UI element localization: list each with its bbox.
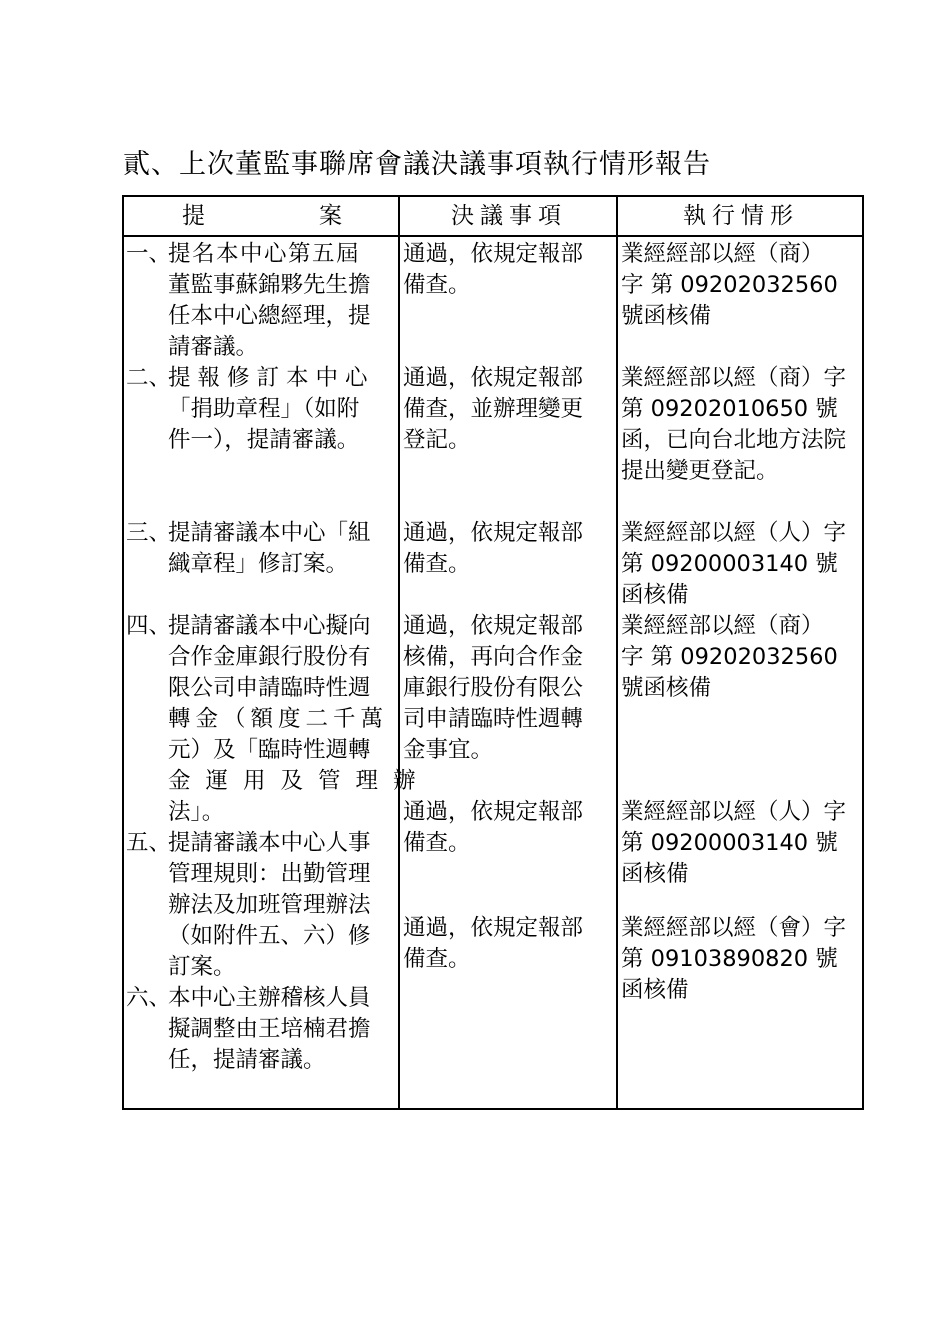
proposal-line: 任，提請審議。: [168, 1047, 326, 1073]
proposal-number: 四、: [126, 613, 172, 639]
resolution-line: 備查。: [403, 830, 471, 856]
proposal-line: 件一），提請審議。: [168, 427, 360, 453]
resolution-item: [403, 797, 617, 859]
proposal-line: 辦法及加班管理辦法: [168, 892, 371, 918]
document-title: 貳、上次董監事聯席會議決議事項執行情形報告: [123, 149, 711, 180]
proposal-line: 擬調整由王培楠君擔: [168, 1016, 371, 1042]
proposal-item: [126, 611, 431, 828]
execution-line: 業經經部以經（商）: [621, 241, 824, 267]
proposal-line: 任本中心總經理，提: [168, 303, 371, 329]
proposal-line: 轉金（額度二千萬: [168, 706, 389, 732]
execution-line: 第 09103890820 號: [621, 946, 838, 972]
execution-line: 號函核備: [621, 675, 712, 701]
proposal-item: [126, 239, 398, 363]
proposal-number: 三、: [126, 520, 172, 546]
proposal-line: 請審議。: [168, 334, 259, 360]
execution-line: 提出變更登記。: [621, 458, 779, 484]
proposal-line: 管理規則：出勤管理: [168, 861, 371, 887]
execution-item: [621, 611, 863, 704]
execution-line: 第 09202010650 號: [621, 396, 838, 422]
proposal-number: 六、: [126, 985, 172, 1011]
resolution-line: 通過，依規定報部: [403, 613, 584, 639]
execution-line: 業經經部以經（會）字: [621, 915, 847, 941]
execution-line: 字 第 09202032560: [621, 644, 838, 670]
proposal-item: [126, 983, 398, 1076]
header-proposal-char-2: 案: [319, 203, 342, 229]
proposal-line: 合作金庫銀行股份有: [168, 644, 371, 670]
proposal-line: 提名本中心第五屆: [168, 241, 361, 267]
resolution-line: 通過，依規定報部: [403, 799, 584, 825]
execution-line: 業經經部以經（商）字: [621, 365, 847, 391]
execution-item: [621, 913, 863, 1006]
proposal-number: 一、: [126, 241, 172, 267]
proposal-line: 提請審議本中心人事: [168, 830, 371, 856]
execution-item: [621, 239, 863, 332]
proposal-number: 五、: [126, 830, 172, 856]
resolution-line: 備查。: [403, 946, 471, 972]
proposal-line: 提請審議本中心「組: [168, 520, 371, 546]
execution-line: 函核備: [621, 977, 689, 1003]
execution-item: [621, 363, 863, 487]
proposal-item: [126, 363, 398, 456]
proposal-line: 元）及「臨時性週轉: [168, 737, 371, 763]
proposal-line: 法」。: [168, 799, 225, 825]
proposal-line: 織章程」修訂案。: [168, 551, 349, 577]
resolution-line: 通過，依規定報部: [403, 915, 584, 941]
header-divider: [124, 235, 862, 237]
resolution-line: 備查。: [403, 551, 471, 577]
execution-line: 號函核備: [621, 303, 712, 329]
execution-line: 第 09200003140 號: [621, 830, 838, 856]
execution-line: 業經經部以經（商）: [621, 613, 824, 639]
header-execution: 執行情形: [683, 203, 799, 229]
header-proposal-char-1: 提: [182, 203, 205, 229]
resolution-line: 司申請臨時性週轉: [403, 706, 584, 732]
execution-line: 業經經部以經（人）字: [621, 520, 847, 546]
proposal-number: 二、: [126, 365, 172, 391]
proposal-line: 提報修訂本中心: [168, 365, 375, 391]
resolution-line: 通過，依規定報部: [403, 365, 584, 391]
resolution-line: 通過，依規定報部: [403, 241, 584, 267]
resolution-line: 核備，再向合作金: [403, 644, 584, 670]
resolution-line: 備查。: [403, 272, 471, 298]
proposal-line: （如附件五、六）修: [168, 923, 371, 949]
resolution-table: [122, 195, 864, 1110]
proposal-line: 訂案。: [168, 954, 236, 980]
execution-line: 函核備: [621, 582, 689, 608]
proposal-line: 金運用及管理辦: [168, 768, 431, 794]
resolution-line: 金事宜。: [403, 737, 494, 763]
proposal-line: 本中心主辦稽核人員: [168, 985, 371, 1011]
execution-item: [621, 518, 863, 611]
column-divider: [398, 197, 400, 1108]
proposal-item: [126, 828, 398, 983]
resolution-item: [403, 913, 617, 975]
resolution-item: [403, 611, 617, 766]
execution-line: 函，已向台北地方法院: [621, 427, 847, 453]
resolution-line: 登記。: [403, 427, 471, 453]
proposal-line: 提請審議本中心擬向: [168, 613, 371, 639]
resolution-line: 備查，並辦理變更: [403, 396, 584, 422]
resolution-item: [403, 363, 617, 456]
execution-line: 第 09200003140 號: [621, 551, 838, 577]
resolution-item: [403, 239, 617, 301]
execution-line: 業經經部以經（人）字: [621, 799, 847, 825]
execution-line: 字 第 09202032560: [621, 272, 838, 298]
resolution-item: [403, 518, 617, 580]
proposal-line: 「捐助章程」（如附: [168, 396, 360, 422]
resolution-line: 庫銀行股份有限公: [403, 675, 584, 701]
proposal-line: 限公司申請臨時性週: [168, 675, 371, 701]
resolution-line: 通過，依規定報部: [403, 520, 584, 546]
proposal-item: [126, 518, 398, 580]
execution-line: 函核備: [621, 861, 689, 887]
header-proposal: [124, 197, 400, 235]
header-resolution: 決議事項: [451, 203, 567, 229]
execution-item: [621, 797, 863, 890]
proposal-line: 董監事蘇錦夥先生擔: [168, 272, 371, 298]
